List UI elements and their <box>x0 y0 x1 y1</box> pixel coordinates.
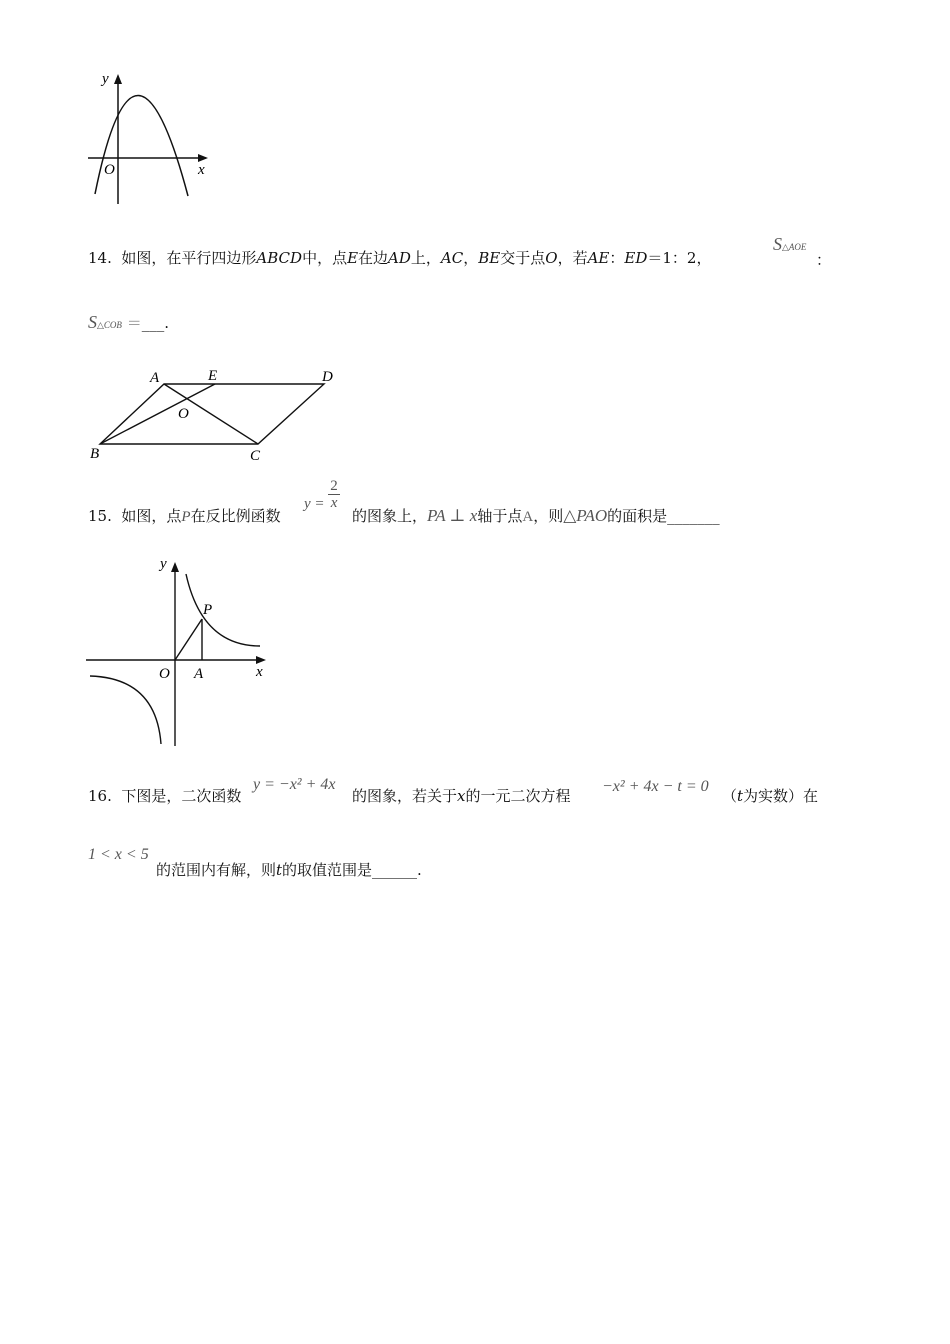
q16-line1-mid: 的图象，若关于x的一元二次方程 <box>352 787 571 805</box>
hyperbola-branch-right <box>186 574 260 646</box>
label-c: C <box>250 448 261 464</box>
label-e: E <box>208 368 218 384</box>
segment-po <box>175 619 202 660</box>
parallelogram-figure <box>80 362 350 464</box>
parabola-curve <box>95 95 188 196</box>
q14-colon: ： <box>816 251 832 269</box>
q14-answer-blank: ___ <box>141 314 165 332</box>
label-p: P <box>203 602 213 618</box>
x-axis-arrow <box>198 154 208 162</box>
q16-function: y = −x² + 4x <box>253 776 336 793</box>
hyperbola-branch-left <box>90 676 161 744</box>
q16-line2: 的范围内有解，则t的取值范围是______. <box>156 861 422 879</box>
y-axis-label: y <box>102 71 109 87</box>
label-b: B <box>90 446 100 462</box>
q15-number: 15. <box>88 507 112 525</box>
label-o: O <box>178 406 189 422</box>
q14-area-cob: S△COB <box>88 312 122 332</box>
hyperbola-figure <box>82 552 272 748</box>
segment-be <box>100 384 215 444</box>
q16-line1-end: （t为实数）在 <box>722 787 819 805</box>
x-axis-label: x <box>198 162 205 178</box>
q15-function: y = $\frac{2}{x}$ <box>304 478 338 512</box>
origin-label: O <box>104 162 115 178</box>
q14-line1: 14. 如图，在平行四边形ABCD中，点E在边AD上，AC，BE交于点O，若AE：ED＝1：2， <box>88 249 712 267</box>
q16-range: 1 < x < 5 <box>88 846 149 863</box>
label-a: A <box>194 666 204 682</box>
x-axis-arrow <box>256 656 266 664</box>
y-axis-arrow <box>114 74 122 84</box>
origin-label: O <box>159 666 170 682</box>
y-axis-arrow <box>171 562 179 572</box>
q16-equation: −x² + 4x − t = 0 <box>602 778 709 795</box>
q16-line1: 16. 下图是，二次函数 <box>88 787 242 805</box>
q15-line-rest: 的图象上，PA ⊥ x轴于点A，则△PAO的面积是_______ <box>352 506 720 525</box>
x-axis-label: x <box>256 664 263 680</box>
q15-fraction: $\frac{2}{x}$ <box>330 478 338 511</box>
q16-number: 16. <box>88 787 112 805</box>
y-axis-label: y <box>160 556 167 572</box>
parabola-figure <box>80 66 220 211</box>
label-a: A <box>150 370 160 386</box>
q15-line: 15. 如图，点P在反比例函数 <box>88 507 281 525</box>
q14-line2: S△COB ＝___. <box>88 312 169 332</box>
q14-area-aoe: S△AOE <box>773 234 807 254</box>
q14-number: 14. <box>88 249 112 267</box>
label-d: D <box>322 369 333 385</box>
